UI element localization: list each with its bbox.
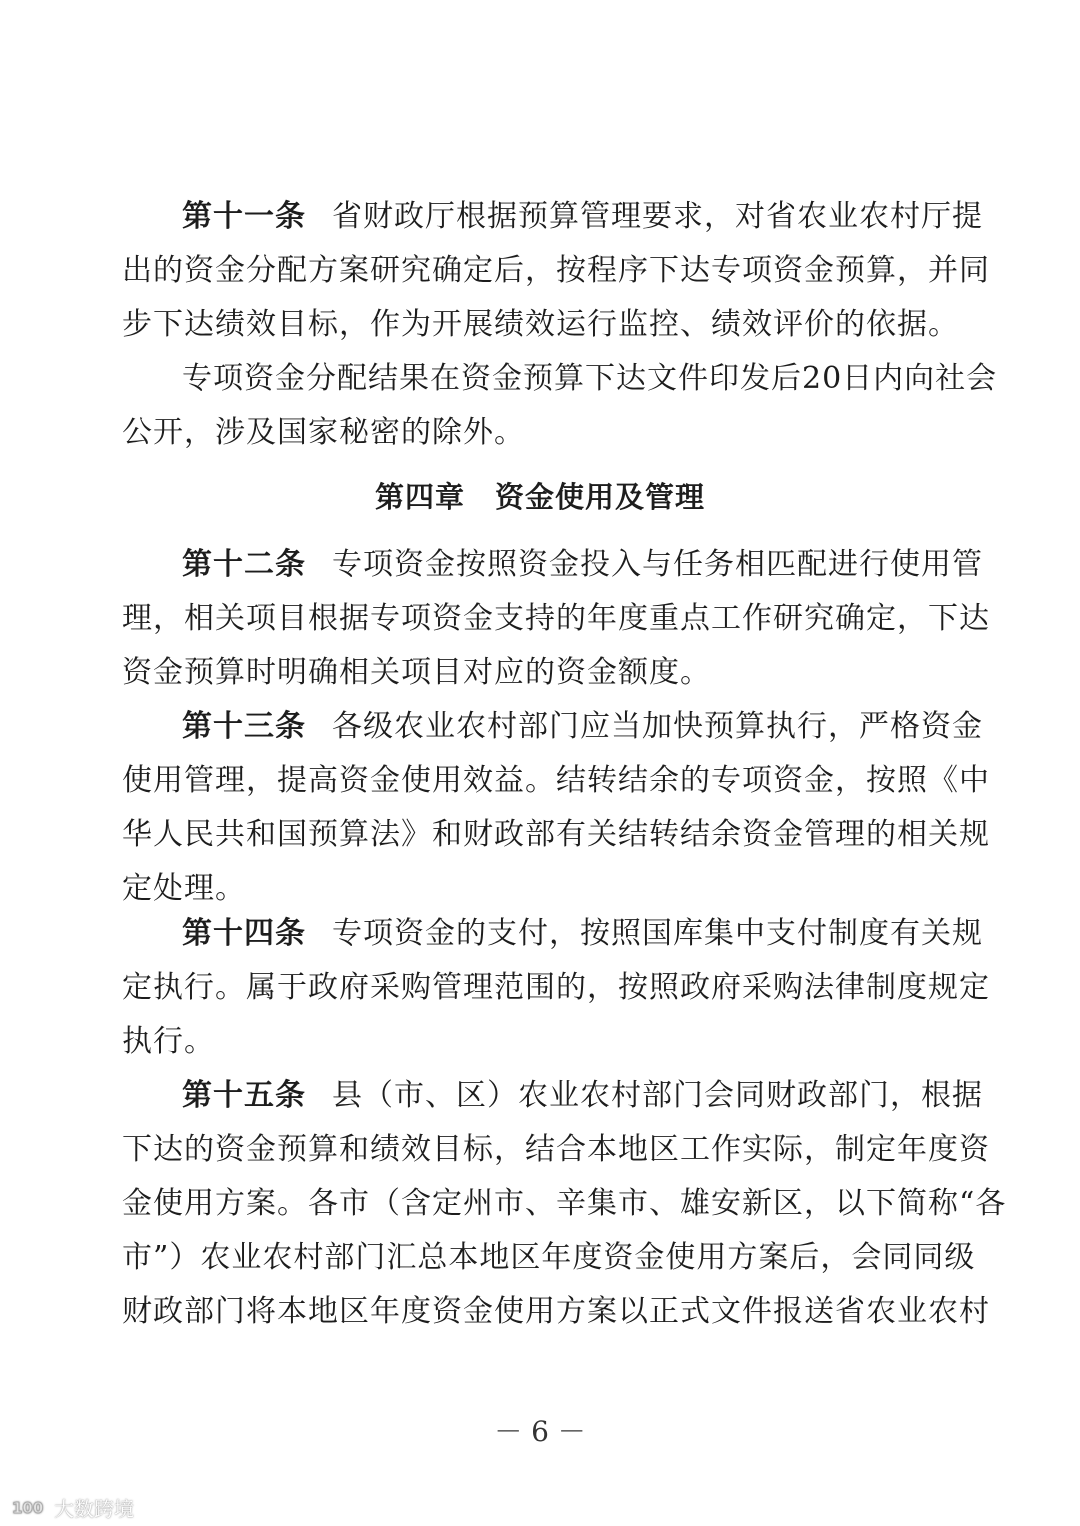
- watermark-text: 大数跨境: [54, 1496, 134, 1521]
- article-14-line-3: 执行。: [122, 1024, 215, 1059]
- article-15-line-4: 市”）农业农村部门汇总本地区年度资金使用方案后，会同同级: [122, 1240, 976, 1275]
- article-11-line-3: 步下达绩效目标，作为开展绩效运行监控、绩效评价的依据。: [122, 307, 959, 342]
- article-15-line-3: 金使用方案。各市（含定州市、辛集市、雄安新区，以下简称“各: [122, 1186, 1007, 1221]
- article-15-line-2: 下达的资金预算和绩效目标，结合本地区工作实际，制定年度资: [122, 1132, 990, 1167]
- article-12-line-2: 理，相关项目根据专项资金支持的年度重点工作研究确定，下达: [122, 601, 990, 636]
- watermark-logo-icon: [10, 1496, 50, 1518]
- article-12-label: 第十二条: [182, 547, 306, 582]
- article-13-line-4: 定处理。: [122, 871, 246, 906]
- chapter-number: 第四章: [374, 480, 465, 514]
- article-11-para2-line-2: 公开，涉及国家秘密的除外。: [122, 415, 525, 450]
- article-13-line-2: 使用管理，提高资金使用效益。结转结余的专项资金，按照《中: [122, 763, 990, 798]
- article-12-line-3: 资金预算时明确相关项目对应的资金额度。: [122, 655, 711, 690]
- chapter-title: 资金使用及管理: [495, 480, 706, 514]
- watermark: [10, 1494, 134, 1520]
- article-13-line-3: 华人民共和国预算法》和财政部有关结转结余资金管理的相关规: [122, 817, 990, 852]
- chapter-heading: [0, 477, 1080, 517]
- article-15-label: 第十五条: [182, 1078, 306, 1113]
- article-15-line-1: 第十五条 县（市、区）农业农村部门会同财政部门，根据: [182, 1078, 983, 1113]
- article-11-line-2: 出的资金分配方案研究确定后，按程序下达专项资金预算，并同: [122, 253, 990, 288]
- article-13-line-1: 第十三条 各级农业农村部门应当加快预算执行，严格资金: [182, 709, 983, 744]
- svg-text:100: 100: [12, 1499, 44, 1517]
- page-number: － 6 －: [494, 1415, 586, 1448]
- article-11-para2-line-1: 专项资金分配结果在资金预算下达文件印发后20日内向社会: [182, 361, 998, 396]
- article-13-label: 第十三条: [182, 709, 306, 744]
- article-11-label: 第十一条: [182, 199, 306, 234]
- article-11-line-1: 第十一条 省财政厅根据预算管理要求，对省农业农村厅提: [182, 199, 983, 234]
- article-14-label: 第十四条: [182, 916, 306, 951]
- article-12-line-1: 第十二条 专项资金按照资金投入与任务相匹配进行使用管: [182, 547, 983, 582]
- article-15-line-5: 财政部门将本地区年度资金使用方案以正式文件报送省农业农村: [122, 1294, 990, 1329]
- article-14-line-2: 定执行。属于政府采购管理范围的，按照政府采购法律制度规定: [122, 970, 990, 1005]
- article-14-line-1: 第十四条 专项资金的支付，按照国库集中支付制度有关规: [182, 916, 983, 951]
